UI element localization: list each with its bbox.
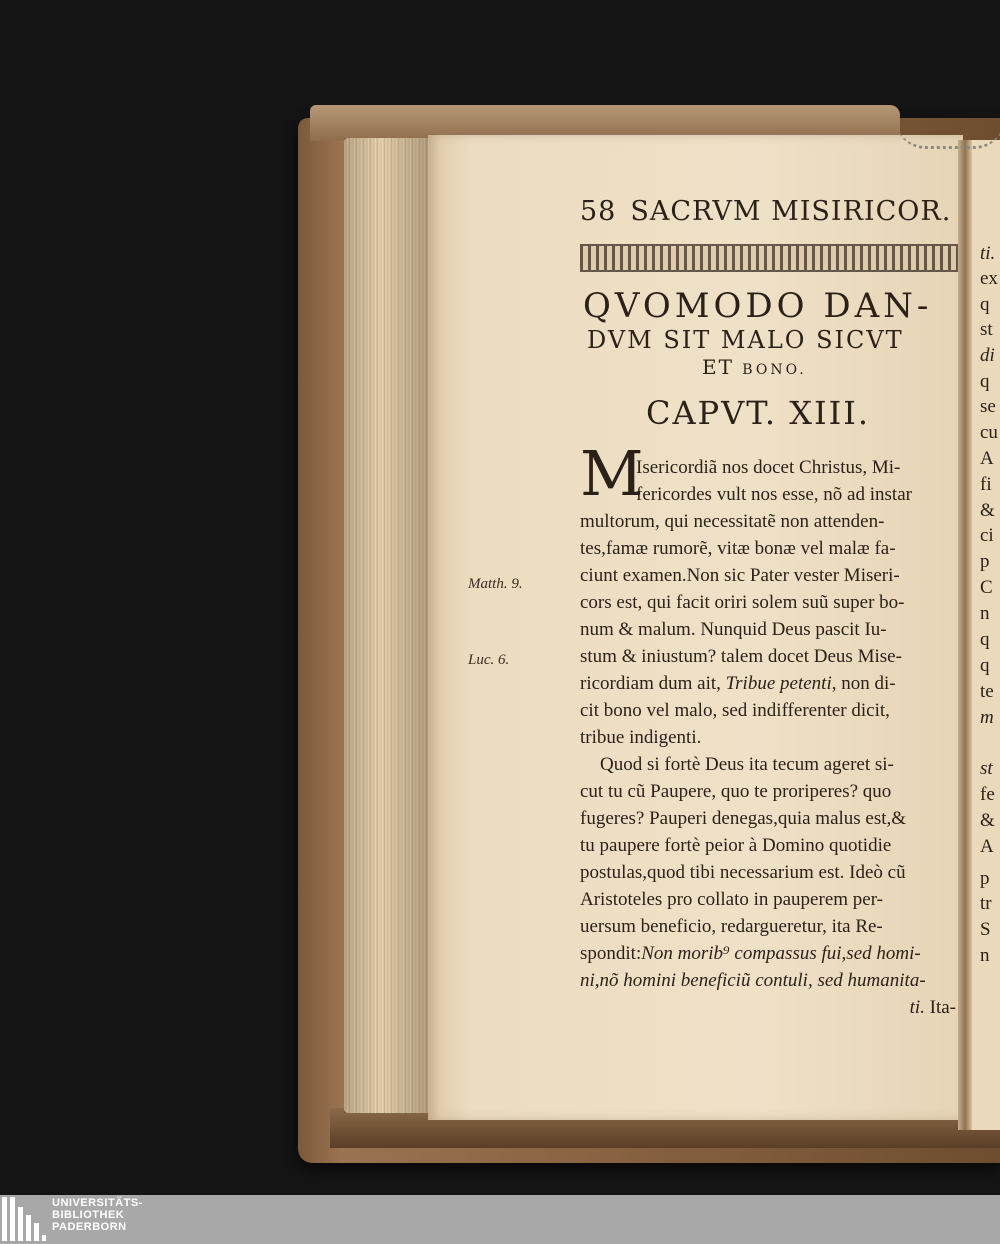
facing-fragment: A bbox=[980, 448, 994, 469]
body-line-6: cors est, qui facit oriri solem suũ super bo- bbox=[580, 592, 905, 613]
library-logo-icon bbox=[2, 1197, 46, 1241]
facing-fragment: & bbox=[980, 810, 995, 831]
body-line-21-b: Ita- bbox=[924, 997, 956, 1018]
body-line-21-a: ti. bbox=[909, 997, 925, 1018]
ornament-band bbox=[580, 244, 958, 272]
facing-fragment: n bbox=[980, 945, 990, 966]
body-line-13: cut tu cũ Paupere, quo te proriperes? quo bbox=[580, 781, 892, 802]
margin-note-matthew: Matth. 9. bbox=[468, 576, 523, 592]
body-line-5: ciunt examen.Non sic Pater vester Miseri- bbox=[580, 565, 900, 586]
library-footer bbox=[0, 1195, 1000, 1244]
heading-line-1: QVOMODO DAN- bbox=[583, 286, 933, 326]
body-line-11: tribue indigenti. bbox=[580, 727, 702, 748]
body-line-3: multorum, qui necessitatẽ non attenden- bbox=[580, 511, 885, 532]
facing-fragment: fe bbox=[980, 784, 995, 805]
facing-fragment: A bbox=[980, 836, 994, 857]
body-line-9-b: , non di- bbox=[831, 673, 896, 694]
facing-fragment: p bbox=[980, 551, 990, 572]
facing-fragment: S bbox=[980, 919, 991, 940]
body-line-17: Aristoteles pro collato in pauperem per- bbox=[580, 889, 883, 910]
page-number: 58 bbox=[580, 196, 617, 227]
facing-fragment: ti. bbox=[980, 243, 996, 264]
facing-fragment: q bbox=[980, 294, 990, 315]
body-line-16: postulas,quod tibi necessarium est. Ideò cũ bbox=[580, 862, 906, 883]
facing-fragment: C bbox=[980, 577, 993, 598]
body-line-18: uersum beneficio, redargueretur, ita Re- bbox=[580, 916, 883, 937]
body-line-20: ni,nõ homini beneficiũ contuli, sed humanita- bbox=[580, 970, 926, 991]
heading-line-3-b: BONO. bbox=[742, 362, 807, 378]
margin-note-luke: Luc. 6. bbox=[468, 652, 510, 668]
facing-fragment: fi bbox=[980, 474, 992, 495]
facing-fragment: ci bbox=[980, 525, 994, 546]
body-line-19-a: spondit: bbox=[580, 943, 642, 964]
running-title: SACRVM MISIRICOR. bbox=[630, 196, 952, 227]
facing-fragment: tr bbox=[980, 893, 992, 914]
body-line-12: Quod si fortè Deus ita tecum ageret si- bbox=[600, 754, 894, 775]
facing-fragment: p bbox=[980, 868, 990, 889]
body-line-19 bbox=[580, 942, 956, 966]
body-line-8: stum & iniustum? talem docet Deus Mise- bbox=[580, 646, 902, 667]
facing-fragment: se bbox=[980, 396, 996, 417]
heading-line-3-a: ET bbox=[702, 355, 743, 379]
facing-fragment: st bbox=[980, 319, 993, 340]
facing-fragment: q bbox=[980, 371, 990, 392]
facing-fragment: q bbox=[980, 655, 990, 676]
facing-fragment: di bbox=[980, 345, 995, 366]
facing-fragment: n bbox=[980, 603, 990, 624]
heading-line-2: DVM SIT MALO SICVT bbox=[587, 326, 904, 354]
page-edges-shadow bbox=[344, 138, 436, 1113]
facing-fragment: & bbox=[980, 500, 995, 521]
logo-line-3: PADERBORN bbox=[52, 1221, 127, 1233]
body-line-1: Isericordiã nos docet Christus, Mi- bbox=[636, 457, 901, 478]
body-line-4: tes,famæ rumorẽ, vitæ bonæ vel malæ fa- bbox=[580, 538, 896, 559]
body-line-9-a: ricordiam dum ait, bbox=[580, 673, 721, 694]
body-line-21 bbox=[580, 996, 956, 1020]
body-line-14: fugeres? Pauperi denegas,quia malus est,& bbox=[580, 808, 907, 829]
body-line-9-quote: Tribue petenti bbox=[725, 673, 832, 694]
running-head bbox=[580, 196, 951, 227]
logo-line-2: BIBLIOTHEK bbox=[52, 1209, 125, 1221]
facing-fragment: m bbox=[980, 707, 994, 728]
book-gutter bbox=[958, 140, 972, 1130]
body-line-9 bbox=[580, 672, 956, 696]
body-line-19-quote: Non morib⁹ compassus fui,sed homi- bbox=[641, 943, 921, 964]
chapter-title: CAPVT. XIII. bbox=[646, 394, 871, 432]
body-line-15: tu paupere fortè peior à Domino quotidie bbox=[580, 835, 892, 856]
binding-string bbox=[895, 118, 1000, 149]
body-line-10: cit bono vel malo, sed indifferenter dicit, bbox=[580, 700, 890, 721]
body-line-7: num & malum. Nunquid Deus pascit Iu- bbox=[580, 619, 887, 640]
facing-fragment: st bbox=[980, 758, 993, 779]
facing-fragment: te bbox=[980, 681, 994, 702]
facing-fragment: cu bbox=[980, 422, 998, 443]
body-line-2: fericordes vult nos esse, nõ ad instar bbox=[636, 484, 912, 505]
facing-fragment: q bbox=[980, 629, 990, 650]
facing-fragment: ex bbox=[980, 268, 998, 289]
drop-cap: M bbox=[580, 437, 644, 510]
heading-line-3 bbox=[702, 355, 807, 379]
logo-line-1: UNIVERSITÄTS- bbox=[52, 1197, 143, 1209]
